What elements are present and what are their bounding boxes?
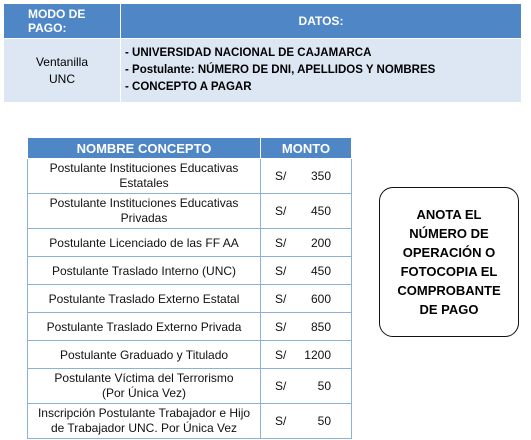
concept-amount-cell xyxy=(261,369,352,404)
payment-method-line: UNC xyxy=(49,71,75,86)
note-line: NÚMERO DE xyxy=(409,226,489,241)
concept-name-cell xyxy=(28,229,261,257)
concept-name-cell xyxy=(28,313,261,341)
table-row xyxy=(28,404,352,439)
concept-amount-cell xyxy=(261,159,352,194)
amount-value: 450 xyxy=(310,263,331,278)
table-row xyxy=(28,341,352,369)
table-row xyxy=(28,285,352,313)
currency-symbol: S/ xyxy=(275,203,287,218)
currency-symbol: S/ xyxy=(275,263,287,278)
note-line: OPERACIÓN O xyxy=(402,245,496,260)
table-row xyxy=(28,257,352,285)
payment-method-cell xyxy=(4,39,121,103)
amount-value: 850 xyxy=(310,319,331,334)
concept-amount-cell xyxy=(261,229,352,257)
payment-method-table xyxy=(3,3,522,103)
concept-name-cell xyxy=(28,194,261,229)
concept-name-line: Postulante Instituciones Educativas xyxy=(49,161,239,175)
table-row xyxy=(28,229,352,257)
currency-symbol: S/ xyxy=(275,413,287,428)
amount-value: 600 xyxy=(310,291,331,306)
note-line: COMPROBANTE xyxy=(397,283,501,298)
concept-name-line: Postulante Traslado Interno (UNC) xyxy=(51,263,237,278)
concept-name-cell xyxy=(28,404,261,439)
note-line: ANOTA EL xyxy=(416,207,482,222)
concept-amount-cell xyxy=(261,404,352,439)
concept-amount-cell xyxy=(261,285,352,313)
payment-detail-line: - Postulante: NÚMERO DE DNI, APELLIDOS Y NOMBRES xyxy=(125,64,436,76)
concept-name-line: Postulante Traslado Externo Privada xyxy=(46,319,242,334)
table-row xyxy=(28,194,352,229)
concept-amount-cell xyxy=(261,257,352,285)
concept-table xyxy=(27,137,352,439)
payment-method-line: Ventanilla xyxy=(35,54,89,69)
concept-name-line: Inscripción Postulante Trabajador e Hijo xyxy=(37,406,251,420)
currency-symbol: S/ xyxy=(275,319,287,334)
concept-amount-cell xyxy=(261,313,352,341)
concept-name-cell xyxy=(28,285,261,313)
payment-details-cell xyxy=(121,39,522,103)
concept-amount-cell xyxy=(261,341,352,369)
payment-data-header: DATOS: xyxy=(121,4,522,39)
concept-name-line: Postulante Licenciado de las FF AA xyxy=(49,235,239,250)
payment-note-text xyxy=(397,205,500,319)
concept-name-line: Postulante Traslado Externo Estatal xyxy=(48,291,240,306)
concept-name-line: Postulante Víctima del Terrorismo xyxy=(54,371,234,385)
amount-value: 50 xyxy=(317,378,331,393)
concept-name-line: (Por Única Vez) xyxy=(101,386,187,400)
note-line: FOTOCOPIA EL xyxy=(400,264,498,279)
concept-amount-header: MONTO xyxy=(261,138,352,159)
concept-amount-cell xyxy=(261,194,352,229)
table-row xyxy=(28,313,352,341)
payment-detail-line: - CONCEPTO A PAGAR xyxy=(125,81,252,93)
concept-name-cell xyxy=(28,341,261,369)
payment-note-box xyxy=(379,187,519,337)
currency-symbol: S/ xyxy=(275,378,287,393)
concept-name-line: Postulante Graduado y Titulado xyxy=(59,347,229,362)
amount-value: 450 xyxy=(310,203,331,218)
concept-name-cell xyxy=(28,257,261,285)
currency-symbol: S/ xyxy=(275,291,287,306)
concept-name-line: Privadas xyxy=(120,211,168,225)
payment-method-header: MODO DE PAGO: xyxy=(4,4,121,39)
concept-name-cell xyxy=(28,369,261,404)
payment-detail-line: - UNIVERSIDAD NACIONAL DE CAJAMARCA xyxy=(125,47,372,59)
amount-value: 50 xyxy=(317,413,331,428)
table-row xyxy=(28,159,352,194)
concept-name-header: NOMBRE CONCEPTO xyxy=(28,138,261,159)
concept-name-line: de Trabajador UNC. Por Única Vez xyxy=(50,421,238,435)
concept-rows xyxy=(28,159,352,439)
currency-symbol: S/ xyxy=(275,168,287,183)
concept-name-line: Postulante Instituciones Educativas xyxy=(49,196,239,210)
concept-name-cell xyxy=(28,159,261,194)
currency-symbol: S/ xyxy=(275,347,287,362)
currency-symbol: S/ xyxy=(275,235,287,250)
note-line: DE PAGO xyxy=(419,302,479,317)
concept-name-line: Estatales xyxy=(119,176,169,190)
table-row xyxy=(28,369,352,404)
amount-value: 1200 xyxy=(304,347,331,362)
amount-value: 350 xyxy=(310,168,331,183)
amount-value: 200 xyxy=(310,235,331,250)
